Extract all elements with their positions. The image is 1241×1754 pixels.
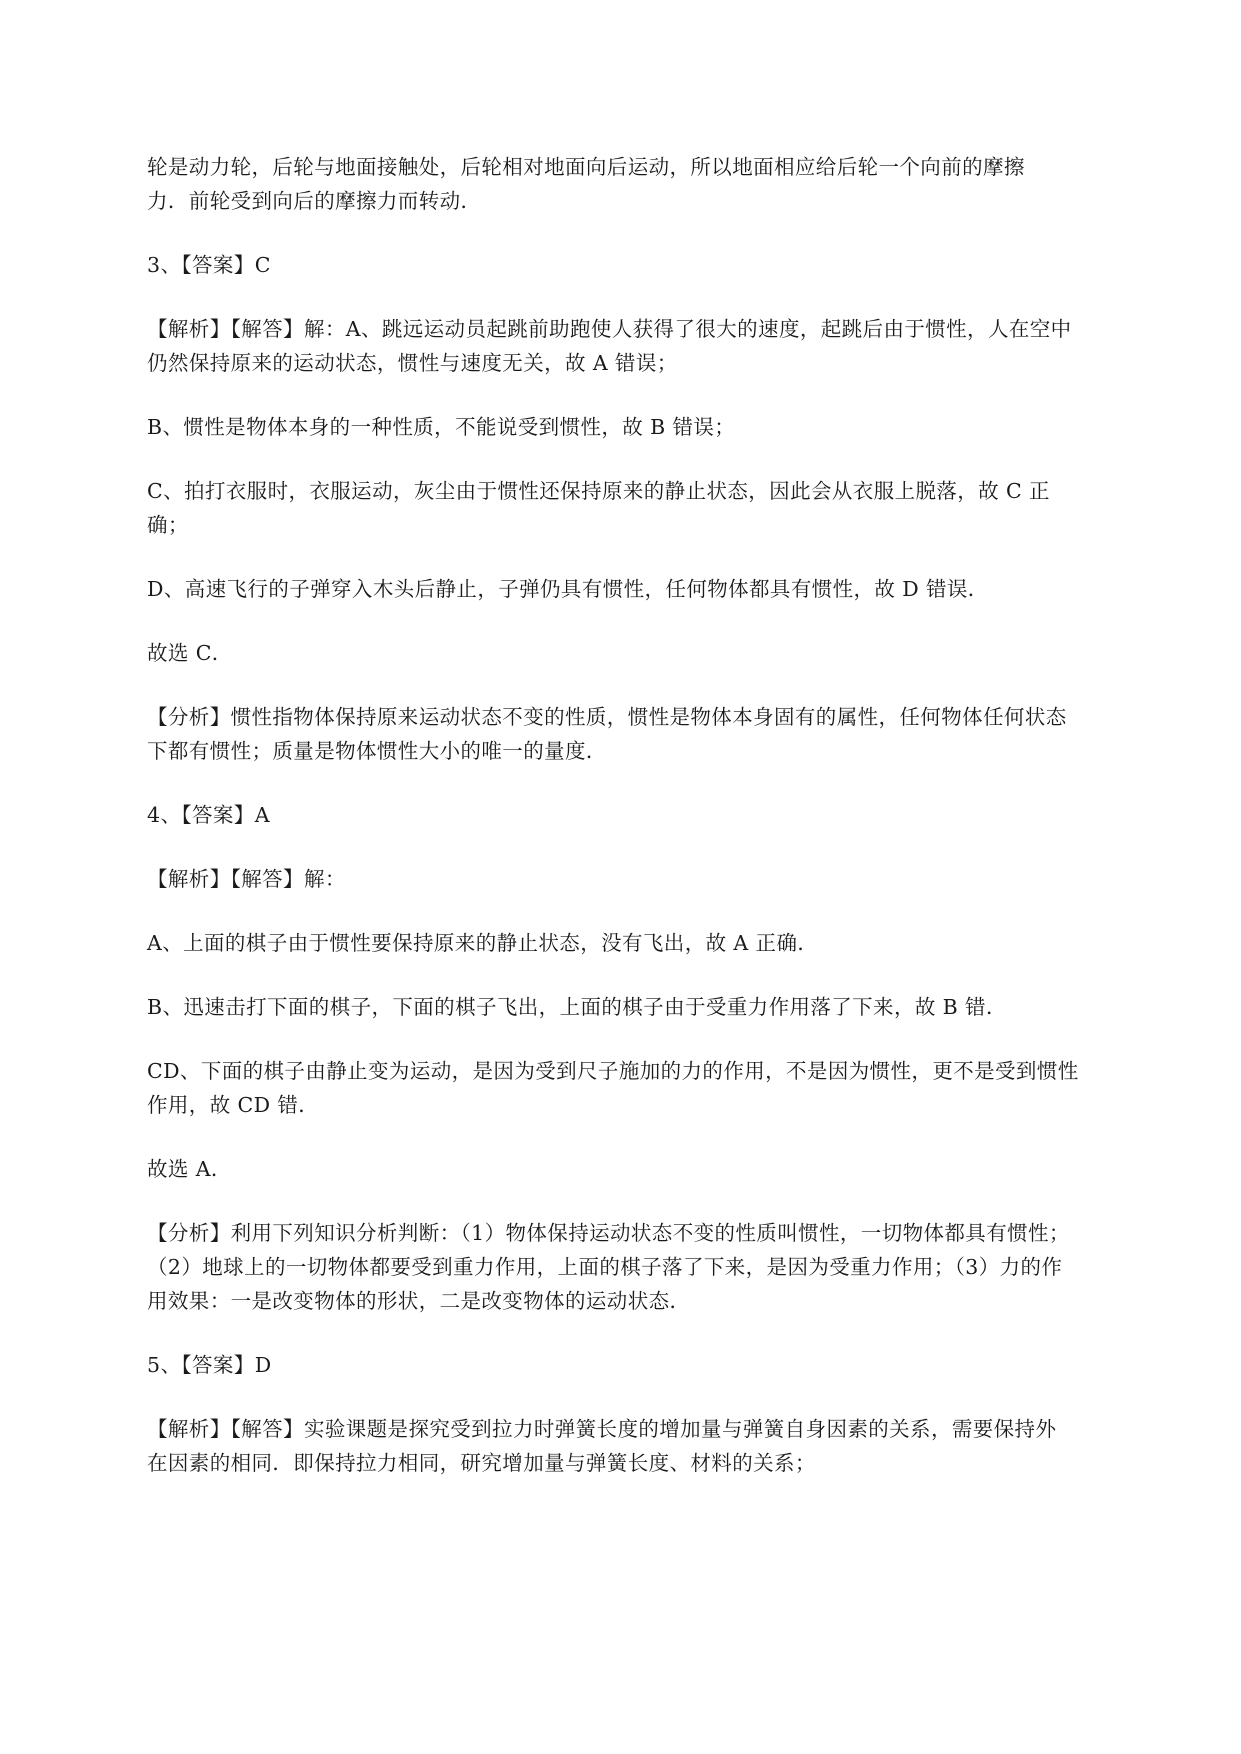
text-line: 【解析】【解答】解：A、跳远运动员起跳前助跑使人获得了很大的速度，起跳后由于惯性，人在空中 <box>147 317 1072 341</box>
paragraph <box>147 312 1147 380</box>
paragraph <box>147 150 1147 218</box>
text-line: 3、【答案】C <box>147 253 271 277</box>
text-line: B、迅速击打下面的棋子，下面的棋子飞出，上面的棋子由于受重力作用落了下来，故 B 错． <box>147 995 1007 1019</box>
text-line: 【分析】利用下列知识分析判断：（1）物体保持运动状态不变的性质叫惯性，一切物体都具有惯性； <box>147 1221 1070 1245</box>
text-line: 【分析】惯性指物体保持原来运动状态不变的性质，惯性是物体本身固有的属性，任何物体任何状态 <box>147 705 1067 729</box>
paragraph <box>147 1216 1147 1318</box>
paragraph <box>147 990 1147 1024</box>
paragraph <box>147 798 1147 832</box>
paragraph <box>147 1152 1147 1186</box>
text-line: 作用，故 CD 错． <box>147 1093 320 1117</box>
text-line: B、惯性是物体本身的一种性质，不能说受到惯性，故 B 错误； <box>147 415 736 439</box>
text-line: 确； <box>147 513 189 537</box>
text-line: 下都有惯性；质量是物体惯性大小的唯一的量度． <box>147 739 607 763</box>
paragraph <box>147 410 1147 444</box>
text-line: 【解析】【解答】实验课题是探究受到拉力时弹簧长度的增加量与弹簧自身因素的关系，需要保持外 <box>147 1417 1057 1441</box>
text-line: 在因素的相同．即保持拉力相同，研究增加量与弹簧长度、材料的关系； <box>147 1451 816 1475</box>
text-line: 力．前轮受到向后的摩擦力而转动． <box>147 189 482 213</box>
text-line: 仍然保持原来的运动状态，惯性与速度无关，故 A 错误； <box>147 351 678 375</box>
text-line: D、高速飞行的子弹穿入木头后静止，子弹仍具有惯性，任何物体都具有惯性，故 D 错误． <box>147 577 989 601</box>
paragraph <box>147 248 1147 282</box>
paragraph <box>147 926 1147 960</box>
text-line: 故选 C． <box>147 641 233 665</box>
document-body <box>147 150 1147 1510</box>
paragraph <box>147 700 1147 768</box>
paragraph <box>147 572 1147 606</box>
paragraph <box>147 1412 1147 1480</box>
text-line: （2）地球上的一切物体都要受到重力作用，上面的棋子落了下来，是因为受重力作用；（3）力的作 <box>147 1255 1063 1279</box>
text-line: 【解析】【解答】解： <box>147 867 346 891</box>
text-line: 故选 A． <box>147 1157 232 1181</box>
paragraph <box>147 862 1147 896</box>
text-line: 4、【答案】A <box>147 803 270 827</box>
text-line: A、上面的棋子由于惯性要保持原来的静止状态，没有飞出，故 A 正确． <box>147 931 819 955</box>
text-line: 5、【答案】D <box>147 1353 272 1377</box>
paragraph <box>147 474 1147 542</box>
paragraph <box>147 1348 1147 1382</box>
paragraph <box>147 636 1147 670</box>
paragraph <box>147 1054 1147 1122</box>
text-line: CD、下面的棋子由静止变为运动，是因为受到尺子施加的力的作用，不是因为惯性，更不是受到惯性 <box>147 1059 1079 1083</box>
text-line: 轮是动力轮，后轮与地面接触处，后轮相对地面向后运动，所以地面相应给后轮一个向前的摩擦 <box>147 155 1025 179</box>
text-line: C、拍打衣服时，衣服运动，灰尘由于惯性还保持原来的静止状态，因此会从衣服上脱落，故 C 正 <box>147 479 1050 503</box>
text-line: 用效果：一是改变物体的形状，二是改变物体的运动状态． <box>147 1289 691 1313</box>
